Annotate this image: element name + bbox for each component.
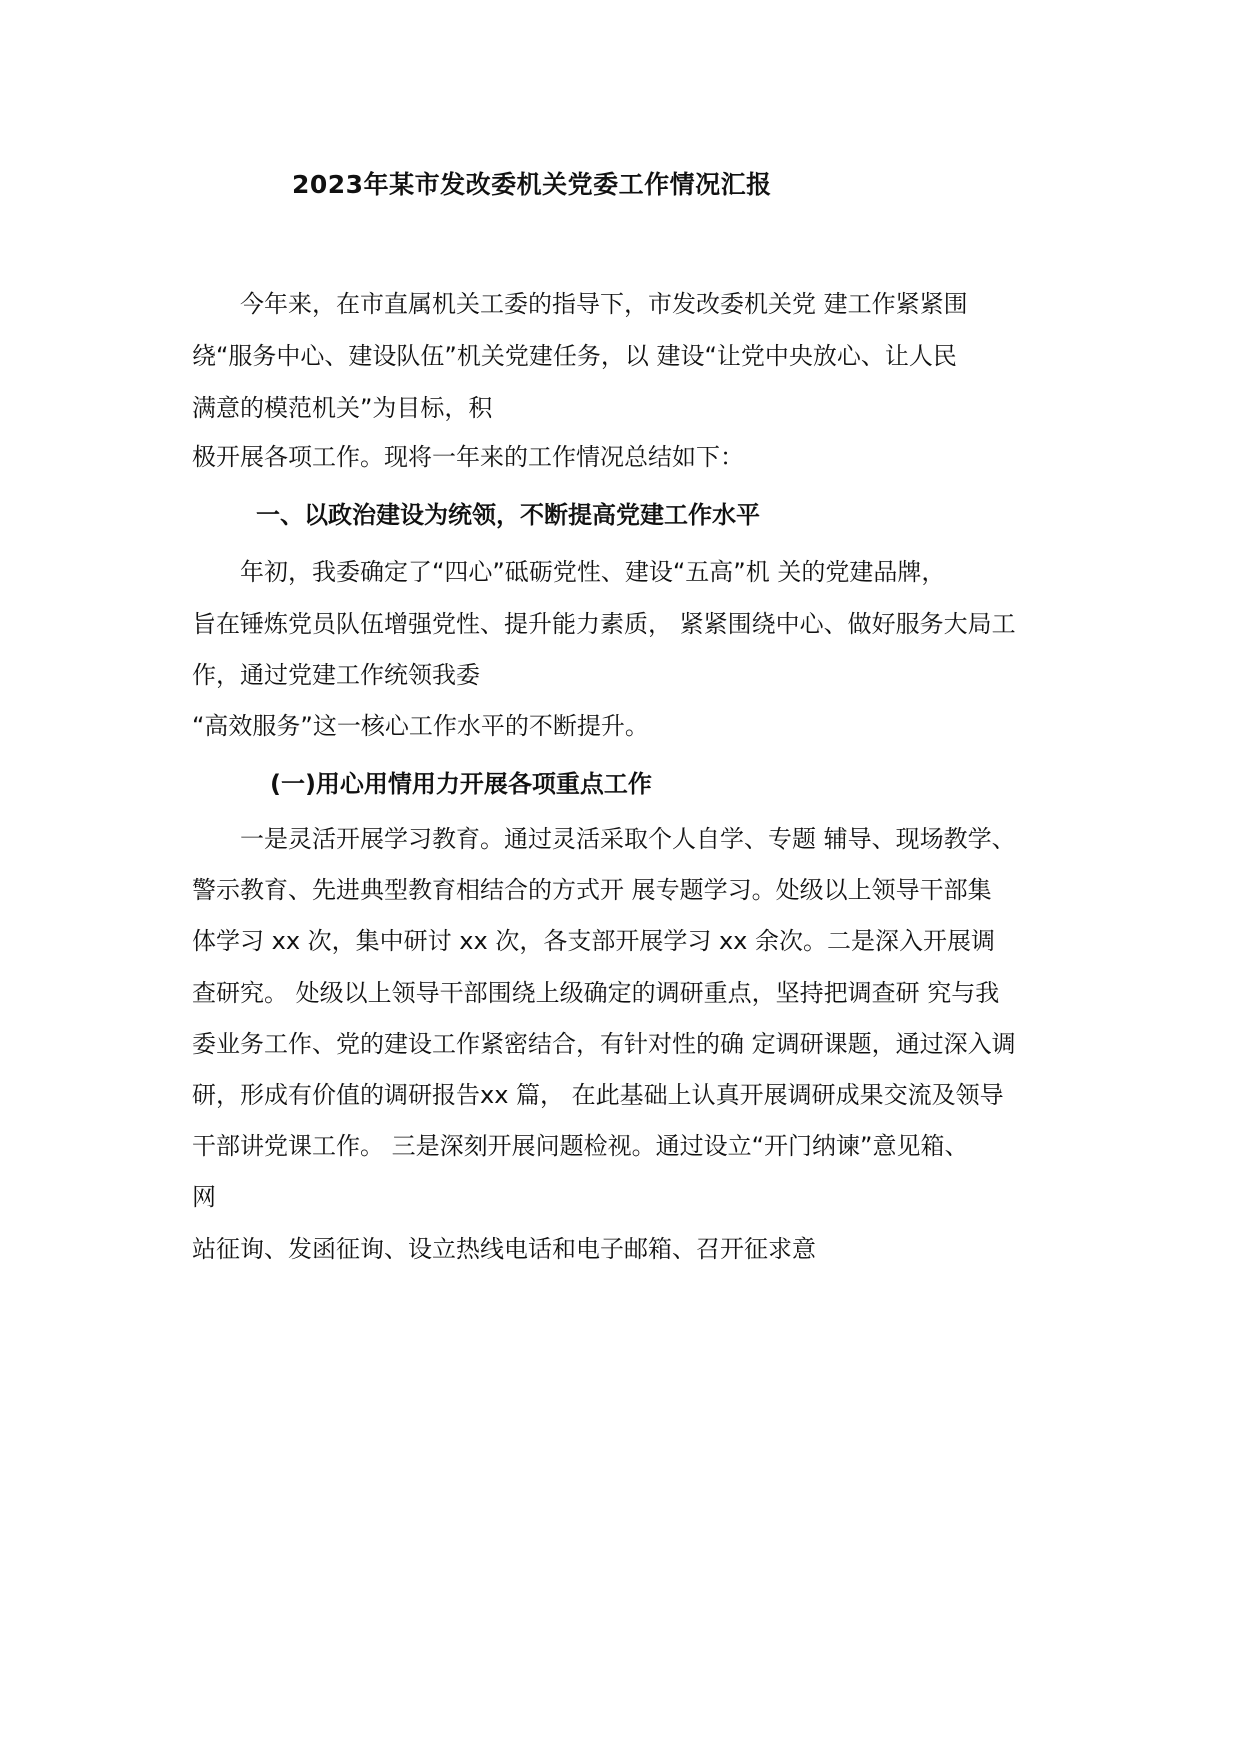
intro-line-2: 绕“服务中心、建设队伍”机关党建任务，以 建设“让党中央放心、让人民 <box>192 342 957 370</box>
intro-line-4: 极开展各项工作。现将一年来的工作情况总结如下： <box>192 443 744 471</box>
subsection-1-line-1: 一是灵活开展学习教育。通过灵活采取个人自学、专题 辅导、现场教学、 <box>192 825 1016 853</box>
subsection-1-line-8: 网 <box>192 1183 216 1211</box>
section-1-line-2: 旨在锤炼党员队伍增强党性、提升能力素质， 紧紧围绕中心、做好服务大局工 <box>192 610 1016 638</box>
subsection-1-line-6: 研，形成有价值的调研报告xx 篇， 在此基础上认真开展调研成果交流及领导 <box>192 1081 1004 1109</box>
subsection-1-line-4: 查研究。 处级以上领导干部围绕上级确定的调研重点，坚持把调查研 究与我 <box>192 979 1000 1007</box>
subsection-1-line-3: 体学习 xx 次，集中研讨 xx 次，各支部开展学习 xx 余次。二是深入开展调 <box>192 927 995 955</box>
section-1-line-3: 作，通过党建工作统领我委 <box>192 661 480 689</box>
section-1-line-4: “高效服务”这一核心工作水平的不断提升。 <box>192 712 649 740</box>
document-title: 2023年某市发改委机关党委工作情况汇报 <box>292 170 772 199</box>
subsection-1-line-5: 委业务工作、党的建设工作紧密结合，有针对性的确 定调研课题，通过深入调 <box>192 1030 1016 1058</box>
subsection-1-heading: (一)用心用情用力开展各项重点工作 <box>270 770 652 798</box>
subsection-1-line-2: 警示教育、先进典型教育相结合的方式开 展专题学习。处级以上领导干部集 <box>192 876 992 904</box>
section-1-line-1: 年初，我委确定了“四心”砥砺党性、建设“五高”机 关的党建品牌， <box>192 558 946 586</box>
section-1-heading: 一、以政治建设为统领，不断提高党建工作水平 <box>256 501 760 529</box>
subsection-1-line-9: 站征询、发函征询、设立热线电话和电子邮箱、召开征求意 <box>192 1235 816 1263</box>
subsection-1-line-7: 干部讲党课工作。 三是深刻开展问题检视。通过设立“开门纳谏”意见箱、 <box>192 1132 969 1160</box>
intro-line-3: 满意的模范机关”为目标，积 <box>192 394 493 422</box>
intro-line-1: 今年来，在市直属机关工委的指导下，市发改委机关党 建工作紧紧围 <box>192 290 968 318</box>
